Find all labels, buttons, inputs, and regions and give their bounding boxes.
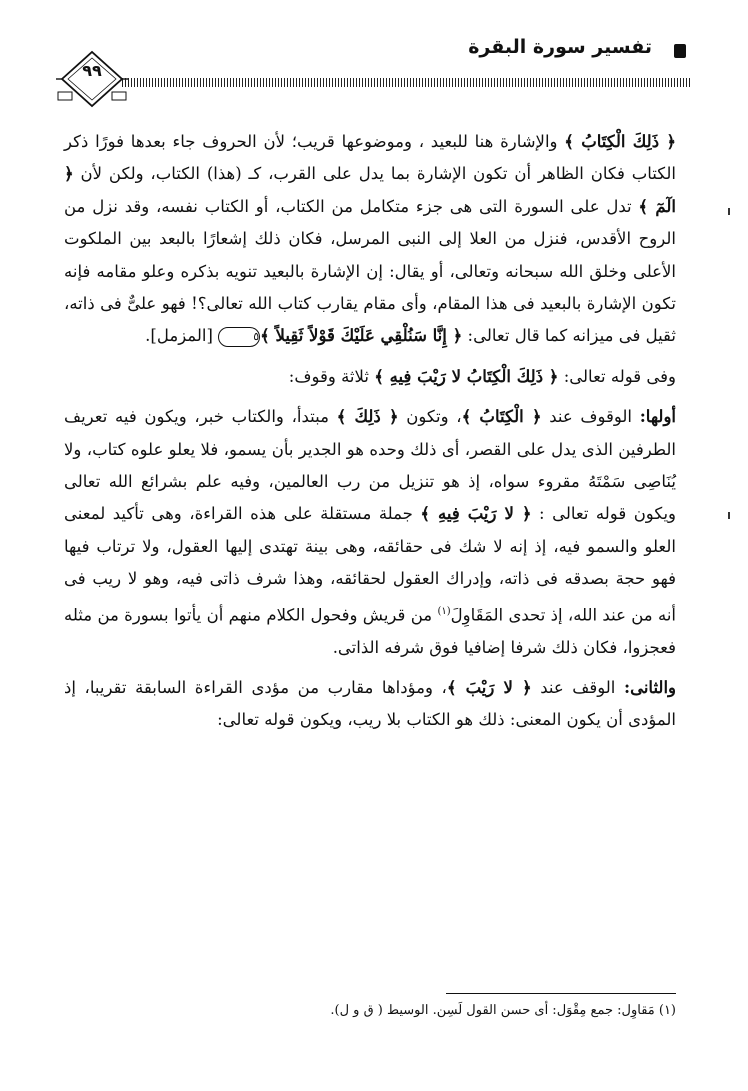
text-run: ، ومؤداها مقارب من مؤدى القراءة السابقة تقريبا، إذ المؤدى أن يكون المعنى: ذلك هو الكتاب بلا ريب، ويكون قوله تعالى: bbox=[64, 678, 676, 730]
margin-mark bbox=[728, 512, 730, 519]
verse-number-icon: ٥ bbox=[218, 327, 260, 347]
quran-verse: ﴿ ذَلِكَ الْكِتَابُ لا رَيْبَ فِيهِ ﴾ bbox=[374, 366, 559, 386]
margin-mark bbox=[728, 208, 730, 215]
running-title: تفسير سورة البقرة bbox=[468, 36, 652, 58]
text-run: تدل على السورة التى هى جزء متكامل من الكتاب، أو الكتاب نفسه، وقد نزل من الروح الأقدس، فنزل من العلا إلى النبى المرسل، فكان ذلك إشعارًا بالبعد بين الملكوت الأعلى وخلق الله سبحانه وتعالى، أو يقال: إن الإشارة بالبعيد تنويه بذكره وعلو مقامه فإنه تكون الإشارة بالبعيد فى هذا المقام، وأى مقام يقارب كتاب الله تعالى؟! فهو علىٌّ فى ذاته، ثقيل فى ميزانه كما قال تعالى: bbox=[64, 196, 676, 346]
body-text bbox=[64, 126, 676, 737]
paragraph bbox=[64, 126, 676, 353]
paragraph-lead: والثانى: bbox=[623, 678, 677, 697]
paragraph-lead: أولها: bbox=[639, 407, 677, 427]
header-rule bbox=[122, 78, 690, 87]
running-header bbox=[50, 30, 690, 120]
quran-verse: ﴿ الٓمٓ ﴾ bbox=[64, 164, 676, 216]
quran-verse: ﴿ إِنَّا سَنُلْقِي عَلَيْكَ قَوْلاً ثَقِيلاً ﴾ bbox=[260, 326, 463, 346]
paragraph bbox=[64, 361, 676, 393]
quran-verse: ﴿ ذَلِكَ الْكِتَابُ ﴾ bbox=[564, 132, 676, 151]
header-ornament-icon bbox=[674, 44, 686, 58]
text-run: جملة مستقلة على هذه القراءة، وهى تأكيد لمعنى العلو والسمو فيه، إذ إنه لا شك فى حقائقه، وهى بينة تهتدى إليها العقول، ولا ترتاب فيها فهو حجة بصدقه فى ذاته، وإدراك العقول لحقائقه، وهذا شرف ذاتى فيه، وهو لا ريب فى أنه من عند الله، إذ تحدى المَقَاوِلَ bbox=[64, 504, 676, 625]
text-run: ثلاثة وقوف: bbox=[288, 366, 375, 386]
footnote: (١) مَقاوِل: جمع مِقْوَل: أى حسن القول لَسِن. الوسيط ( ق و ل). bbox=[330, 1003, 676, 1018]
text-run: ، وتكون bbox=[398, 407, 462, 427]
text-run: مبتدأ، والكتاب خبر، ويكون فيه تعريف الطرفين الذى يدل على القصر، أى ذلك وحده هو الجدير بأن يسمو، فلا يعلو علوه كتاب، ولا يُنَاصِى سَمْتَهُ مقروء سواه، إذ هو تنزيل من رب العالمين، وفيه علم بشرائع الله تعالى ويكون قوله تعالى : bbox=[64, 407, 677, 524]
text-run: من قريش وفحول الكلام منهم أن يأتوا بسورة من مثله فعجزوا، فكان ذلك شرفا إضافيا فوق شرفه الذاتى. bbox=[64, 605, 676, 657]
text-run: الوقف عند bbox=[531, 678, 624, 697]
page-number: ٩٩ bbox=[82, 61, 102, 80]
quran-verse: ﴿ لا رَيْبَ ﴾ bbox=[446, 678, 532, 697]
quran-verse: ﴿ ذَلِكَ ﴾ bbox=[336, 407, 399, 427]
text-run: وفى قوله تعالى: bbox=[558, 366, 676, 386]
quran-verse: ﴿ الْكِتَابُ ﴾ bbox=[461, 407, 542, 427]
footnote-ref: (١) bbox=[437, 605, 451, 617]
text-run: [المزمل]. bbox=[145, 326, 219, 346]
text-run: الوقوف عند bbox=[541, 407, 640, 427]
paragraph bbox=[64, 401, 676, 664]
text-run: والإشارة هنا للبعيد ، وموضوعها قريب؛ لأن الحروف جاء بعدها فورًا ذكر الكتاب فكان الظاهر أن تكون الإشارة بما يدل على القرب، كـ (هذا) الكتاب، ولكن لأن bbox=[64, 132, 676, 184]
quran-verse: ﴿ لا رَيْبَ فِيهِ ﴾ bbox=[420, 504, 532, 524]
paragraph bbox=[64, 672, 676, 737]
footnote-rule bbox=[446, 993, 676, 994]
